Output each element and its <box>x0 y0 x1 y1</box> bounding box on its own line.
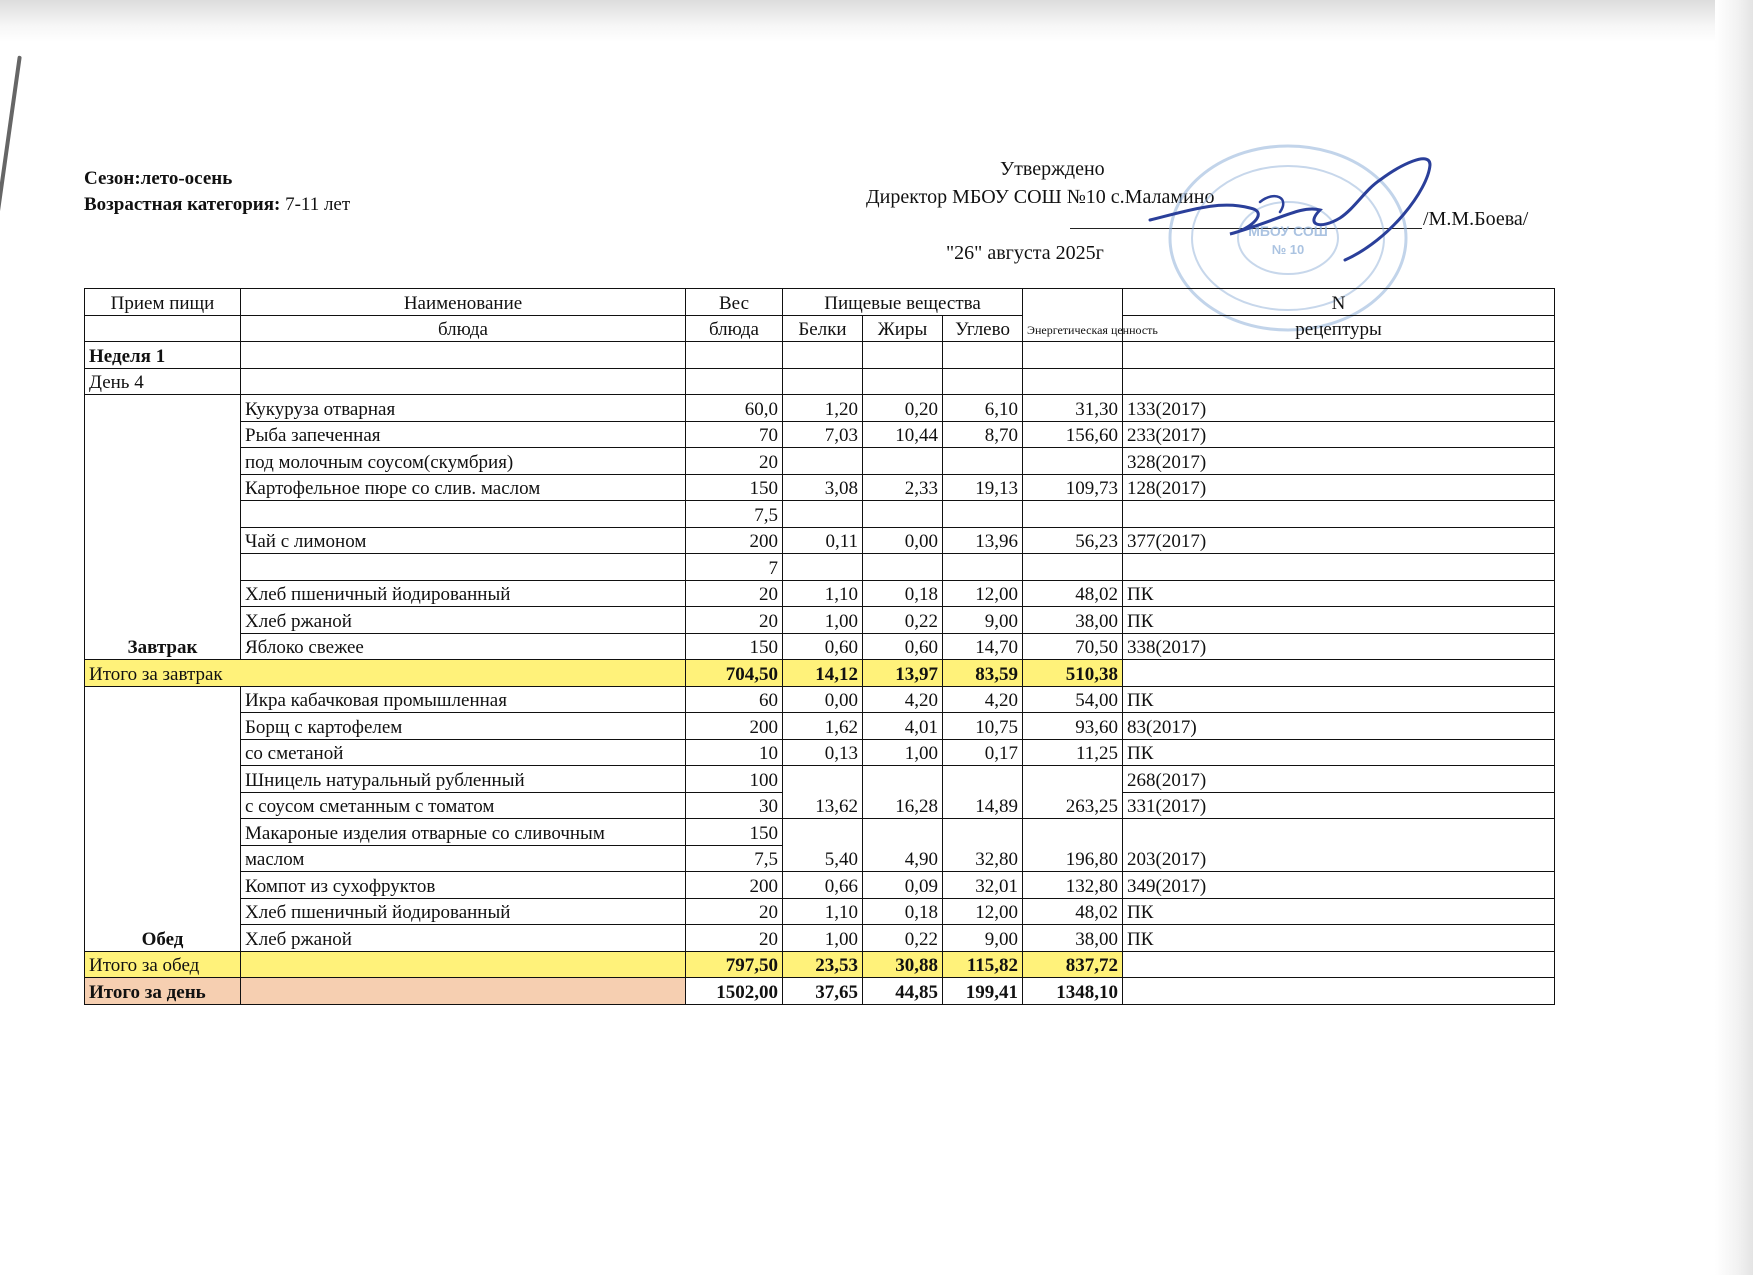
dish-weight: 20 <box>686 898 783 925</box>
header-left <box>84 166 350 218</box>
dish-carbs: 9,00 <box>943 607 1023 634</box>
header-fat: Жиры <box>863 315 943 342</box>
week-label: Неделя 1 <box>85 342 241 369</box>
dish-recipe: 203(2017) <box>1123 819 1555 872</box>
table-row <box>85 898 1555 925</box>
dish-protein: 0,13 <box>783 739 863 766</box>
total-energy: 1348,10 <box>1023 978 1123 1005</box>
dish-weight: 100 <box>686 766 783 793</box>
dish-recipe: ПК <box>1123 898 1555 925</box>
dish-recipe: ПК <box>1123 580 1555 607</box>
dish-protein: 0,00 <box>783 686 863 713</box>
table-row <box>85 819 1555 846</box>
dish-carbs: 4,20 <box>943 686 1023 713</box>
dish-name: маслом <box>241 845 686 872</box>
dish-energy <box>1023 554 1123 581</box>
dish-fat <box>863 554 943 581</box>
header-nutrients: Пищевые вещества <box>783 289 1023 316</box>
dish-name: Яблоко свежее <box>241 633 686 660</box>
dish-name: Шницель натуральный рубленный <box>241 766 686 793</box>
dish-recipe: 331(2017) <box>1123 792 1555 819</box>
dish-protein: 13,62 <box>783 766 863 819</box>
table-row <box>85 607 1555 634</box>
dish-recipe: 268(2017) <box>1123 766 1555 793</box>
header-weight-2: блюда <box>686 315 783 342</box>
table-row <box>85 554 1555 581</box>
dish-weight: 20 <box>686 448 783 475</box>
table-row <box>85 395 1555 422</box>
dish-carbs: 32,80 <box>943 819 1023 872</box>
dish-fat: 0,18 <box>863 580 943 607</box>
table-row <box>85 421 1555 448</box>
header-recipe-2: рецептуры <box>1123 315 1555 342</box>
dish-fat: 0,09 <box>863 872 943 899</box>
dish-weight: 150 <box>686 474 783 501</box>
lunch-total-spacer <box>241 951 686 978</box>
dish-weight: 60 <box>686 686 783 713</box>
breakfast-total-label: Итого за завтрак <box>85 660 686 687</box>
dish-name: с соусом сметанным с томатом <box>241 792 686 819</box>
header-weight: Вес <box>686 289 783 316</box>
dish-recipe: ПК <box>1123 686 1555 713</box>
dish-protein: 1,62 <box>783 713 863 740</box>
dish-weight: 20 <box>686 607 783 634</box>
dish-fat: 1,00 <box>863 739 943 766</box>
dish-weight: 30 <box>686 792 783 819</box>
total-fat: 30,88 <box>863 951 943 978</box>
dish-name: Чай с лимоном <box>241 527 686 554</box>
header-name: Наименование <box>241 289 686 316</box>
total-weight: 797,50 <box>686 951 783 978</box>
table-row <box>85 501 1555 528</box>
dish-name: Борщ с картофелем <box>241 713 686 740</box>
dish-weight: 70 <box>686 421 783 448</box>
total-carbs: 115,82 <box>943 951 1023 978</box>
dish-energy: 48,02 <box>1023 898 1123 925</box>
table-row <box>85 872 1555 899</box>
table-row <box>85 633 1555 660</box>
dish-carbs: 8,70 <box>943 421 1023 448</box>
dish-recipe <box>1123 554 1555 581</box>
dish-energy: 109,73 <box>1023 474 1123 501</box>
dish-carbs: 32,01 <box>943 872 1023 899</box>
age-label: Возрастная категория: <box>84 194 281 215</box>
dish-carbs: 19,13 <box>943 474 1023 501</box>
lunch-total-row <box>85 951 1555 978</box>
dish-weight: 20 <box>686 580 783 607</box>
dish-fat: 2,33 <box>863 474 943 501</box>
header-recipe-n: N <box>1123 289 1555 316</box>
dish-name: Картофельное пюре со слив. маслом <box>241 474 686 501</box>
dish-name: со сметаной <box>241 739 686 766</box>
dish-carbs: 14,70 <box>943 633 1023 660</box>
dish-protein <box>783 501 863 528</box>
dish-energy: 11,25 <box>1023 739 1123 766</box>
dish-carbs: 6,10 <box>943 395 1023 422</box>
table-row <box>85 448 1555 475</box>
stamp-text-2: № 10 <box>1271 242 1305 257</box>
dish-fat: 0,22 <box>863 607 943 634</box>
dish-energy: 196,80 <box>1023 819 1123 872</box>
dish-recipe: ПК <box>1123 925 1555 952</box>
scan-right-edge <box>1715 0 1753 1275</box>
dish-carbs <box>943 501 1023 528</box>
dish-protein: 5,40 <box>783 819 863 872</box>
total-recipe-empty <box>1123 660 1555 687</box>
dish-fat: 16,28 <box>863 766 943 819</box>
dish-name <box>241 554 686 581</box>
lunch-label: Обед <box>85 686 241 951</box>
dish-fat: 0,18 <box>863 898 943 925</box>
dish-name: Хлеб ржаной <box>241 607 686 634</box>
lunch-total-label: Итого за обед <box>85 951 241 978</box>
dish-fat: 4,90 <box>863 819 943 872</box>
dish-protein: 1,20 <box>783 395 863 422</box>
day-total-spacer <box>241 978 686 1005</box>
dish-fat <box>863 448 943 475</box>
dish-energy: 48,02 <box>1023 580 1123 607</box>
dish-energy: 56,23 <box>1023 527 1123 554</box>
dish-energy: 93,60 <box>1023 713 1123 740</box>
dish-energy: 70,50 <box>1023 633 1123 660</box>
total-fat: 44,85 <box>863 978 943 1005</box>
dish-carbs: 12,00 <box>943 580 1023 607</box>
dish-carbs: 9,00 <box>943 925 1023 952</box>
dish-energy <box>1023 501 1123 528</box>
dish-weight: 150 <box>686 819 783 846</box>
dish-name <box>241 501 686 528</box>
dish-weight: 7,5 <box>686 501 783 528</box>
total-weight: 1502,00 <box>686 978 783 1005</box>
total-energy: 510,38 <box>1023 660 1123 687</box>
day-total-row <box>85 978 1555 1005</box>
breakfast-label: Завтрак <box>85 395 241 660</box>
dish-energy <box>1023 448 1123 475</box>
dish-carbs: 13,96 <box>943 527 1023 554</box>
scan-left-mark <box>0 56 22 225</box>
dish-recipe: 128(2017) <box>1123 474 1555 501</box>
table-header-row-2 <box>85 315 1555 342</box>
table-header-row-1 <box>85 289 1555 316</box>
menu-table <box>84 288 1555 1005</box>
dish-recipe: ПК <box>1123 607 1555 634</box>
header-protein: Белки <box>783 315 863 342</box>
director-name: /М.М.Боева/ <box>1423 208 1529 230</box>
total-energy: 837,72 <box>1023 951 1123 978</box>
dish-fat <box>863 501 943 528</box>
season-label: Сезон:лето-осень <box>84 168 233 189</box>
dish-energy: 263,25 <box>1023 766 1123 819</box>
total-fat: 13,97 <box>863 660 943 687</box>
dish-recipe <box>1123 501 1555 528</box>
dish-carbs: 14,89 <box>943 766 1023 819</box>
header-carbs: Углево <box>943 315 1023 342</box>
dish-weight: 20 <box>686 925 783 952</box>
dish-weight: 60,0 <box>686 395 783 422</box>
total-recipe-empty <box>1123 951 1555 978</box>
dish-fat: 10,44 <box>863 421 943 448</box>
dish-name: Хлеб пшеничный йодированный <box>241 898 686 925</box>
dish-fat: 0,20 <box>863 395 943 422</box>
day-total-label: Итого за день <box>85 978 241 1005</box>
dish-weight: 200 <box>686 872 783 899</box>
dish-protein: 7,03 <box>783 421 863 448</box>
stamp-text-1: МБОУ СОШ <box>1248 223 1328 239</box>
header-name-2: блюда <box>241 315 686 342</box>
dish-fat: 0,00 <box>863 527 943 554</box>
total-carbs: 83,59 <box>943 660 1023 687</box>
dish-carbs: 12,00 <box>943 898 1023 925</box>
dish-recipe: 338(2017) <box>1123 633 1555 660</box>
dish-name: Кукуруза отварная <box>241 395 686 422</box>
dish-recipe: 328(2017) <box>1123 448 1555 475</box>
total-protein: 14,12 <box>783 660 863 687</box>
dish-weight: 10 <box>686 739 783 766</box>
dish-name: Компот из сухофруктов <box>241 872 686 899</box>
dish-energy: 38,00 <box>1023 925 1123 952</box>
total-carbs: 199,41 <box>943 978 1023 1005</box>
dish-energy: 31,30 <box>1023 395 1123 422</box>
total-recipe-empty <box>1123 978 1555 1005</box>
table-row <box>85 713 1555 740</box>
week-row <box>85 342 1555 369</box>
table-row <box>85 527 1555 554</box>
dish-carbs: 0,17 <box>943 739 1023 766</box>
dish-weight: 200 <box>686 527 783 554</box>
dish-protein: 0,60 <box>783 633 863 660</box>
total-weight: 704,50 <box>686 660 783 687</box>
dish-protein: 1,00 <box>783 607 863 634</box>
dish-protein <box>783 554 863 581</box>
table-row <box>85 474 1555 501</box>
dish-recipe: 349(2017) <box>1123 872 1555 899</box>
day-row <box>85 368 1555 395</box>
dish-name: Рыба запеченная <box>241 421 686 448</box>
dish-protein: 1,10 <box>783 898 863 925</box>
dish-recipe: 377(2017) <box>1123 527 1555 554</box>
approval-date: "26" августа 2025г <box>946 242 1104 264</box>
table-row <box>85 739 1555 766</box>
dish-energy: 38,00 <box>1023 607 1123 634</box>
dish-name: Макароные изделия отварные со сливочным <box>241 819 686 846</box>
scan-top-edge <box>0 0 1753 42</box>
dish-name: Хлеб ржаной <box>241 925 686 952</box>
dish-recipe: 233(2017) <box>1123 421 1555 448</box>
dish-protein: 1,10 <box>783 580 863 607</box>
director-title: Директор МБОУ СОШ №10 с.Маламино <box>866 186 1215 208</box>
dish-recipe: 133(2017) <box>1123 395 1555 422</box>
dish-carbs: 10,75 <box>943 713 1023 740</box>
dish-name: под молочным соусом(скумбрия) <box>241 448 686 475</box>
dish-recipe: 83(2017) <box>1123 713 1555 740</box>
dish-carbs <box>943 448 1023 475</box>
dish-name: Хлеб пшеничный йодированный <box>241 580 686 607</box>
dish-recipe: ПК <box>1123 739 1555 766</box>
table-row <box>85 686 1555 713</box>
table-row <box>85 925 1555 952</box>
dish-protein: 1,00 <box>783 925 863 952</box>
breakfast-total-row <box>85 660 1555 687</box>
table-row <box>85 580 1555 607</box>
day-label: День 4 <box>85 368 241 395</box>
director-signature <box>1130 150 1460 280</box>
approved-label: Утверждено <box>1000 158 1105 180</box>
dish-energy: 132,80 <box>1023 872 1123 899</box>
dish-weight: 7 <box>686 554 783 581</box>
dish-name: Икра кабачковая промышленная <box>241 686 686 713</box>
dish-fat: 0,60 <box>863 633 943 660</box>
dish-fat: 4,20 <box>863 686 943 713</box>
dish-carbs <box>943 554 1023 581</box>
total-protein: 37,65 <box>783 978 863 1005</box>
dish-protein <box>783 448 863 475</box>
dish-protein: 3,08 <box>783 474 863 501</box>
dish-energy: 54,00 <box>1023 686 1123 713</box>
dish-protein: 0,11 <box>783 527 863 554</box>
dish-fat: 0,22 <box>863 925 943 952</box>
age-value: 7-11 лет <box>285 194 351 215</box>
header-energy: Энергетическая ценность <box>1023 289 1123 342</box>
total-protein: 23,53 <box>783 951 863 978</box>
header-empty-cell <box>85 315 241 342</box>
dish-weight: 150 <box>686 633 783 660</box>
dish-protein: 0,66 <box>783 872 863 899</box>
dish-fat: 4,01 <box>863 713 943 740</box>
dish-weight: 7,5 <box>686 845 783 872</box>
table-row <box>85 766 1555 793</box>
header-meal: Прием пищи <box>85 289 241 316</box>
dish-energy: 156,60 <box>1023 421 1123 448</box>
dish-weight: 200 <box>686 713 783 740</box>
